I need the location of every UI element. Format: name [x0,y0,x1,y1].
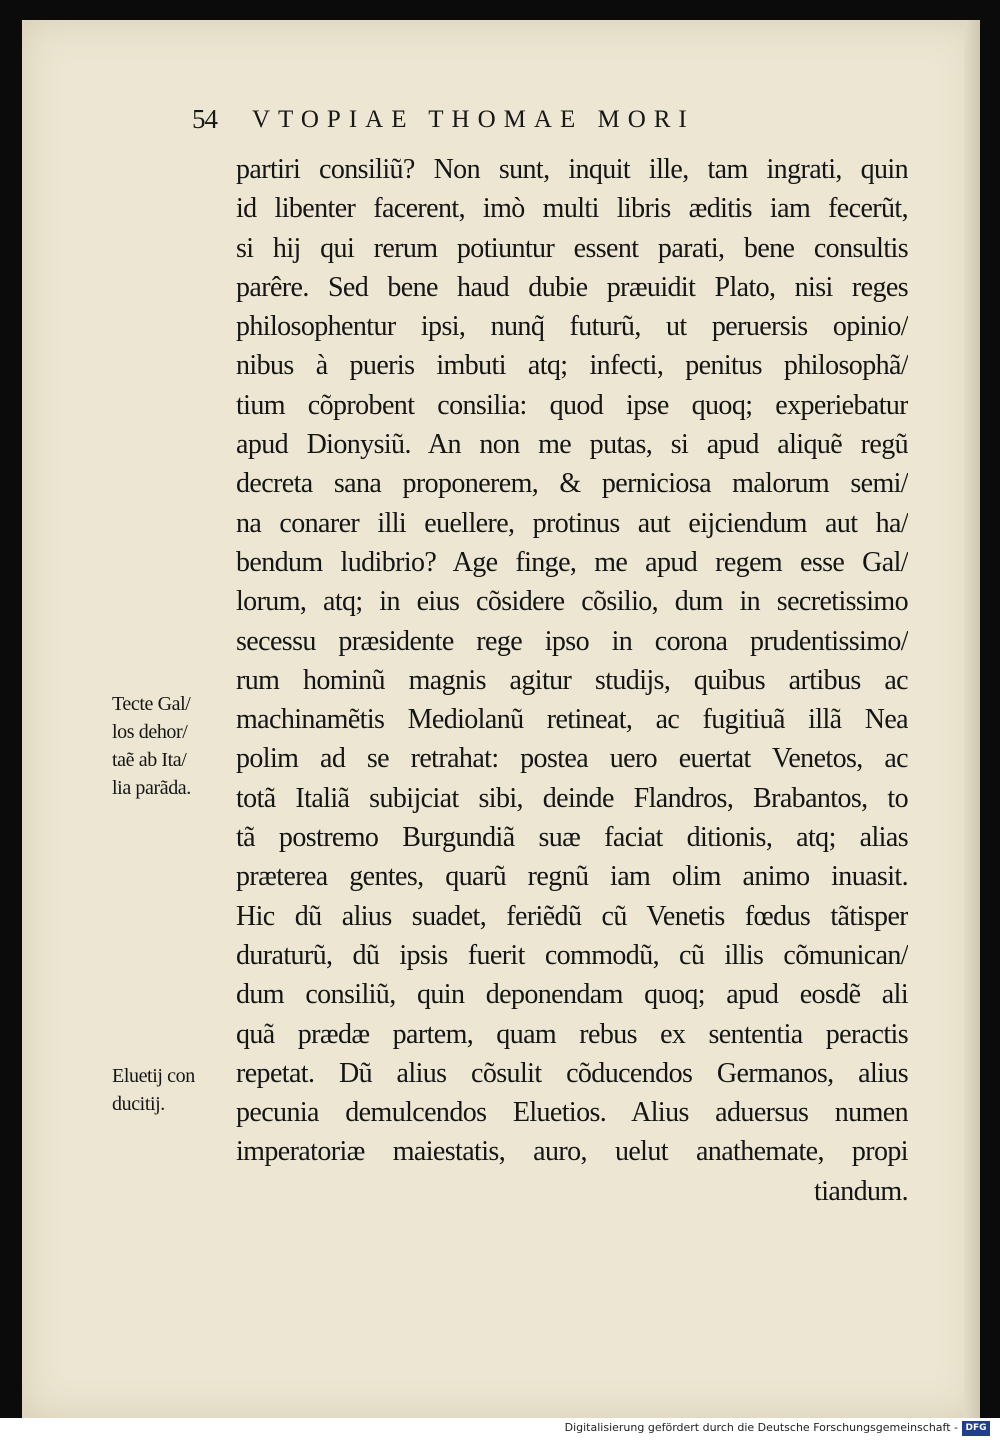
page-header [192,104,912,144]
margin-note-line: los dehor/ [112,721,188,743]
margin-note-line: Tecte Gal/ [112,693,191,715]
text-line: tium cõprobent consilia: quod ipse quoq; experiebatur [236,389,908,421]
text-line: apud Dionysiũ. An non me putas, si apud aliquẽ regũ [236,429,908,461]
dfg-logo-icon: DFG [962,1421,990,1436]
text-line: secessu præsidente rege ipso in corona prudentissimo/ [236,625,908,657]
text-line: decreta sana proponerem, & perniciosa malorum semi/ [236,468,908,500]
text-line: rum hominũ magnis agitur studijs, quibus artibus ac [236,664,908,696]
margin-note-line: ducitij. [112,1093,165,1115]
text-line: præterea gentes, quarũ regnũ iam olim animo inuasit. [236,861,908,893]
text-line: nibus à pueris imbuti atq; infecti, penitus philosophã/ [236,350,908,382]
margin-note-eluetii [112,1062,230,1118]
text-line: imperatoriæ maiestatis, auro, uelut anathemate, propi [236,1136,908,1168]
text-line: machinamẽtis Mediolanũ retineat, ac fugitiuã illã Nea [236,704,908,736]
text-line: polim ad se retrahat: postea uero euertat Venetos, ac [236,743,908,775]
text-line: totã Italiã subijciat sibi, deinde Flandros, Brabantos, to [236,782,908,814]
text-line-last: tiandum. [814,1175,908,1207]
text-line: si hij qui rerum potiuntur essent parati, bene consultis [236,232,908,264]
body-text [236,150,908,1211]
text-line: na conarer illi euellere, protinus aut eijciendum aut ha/ [236,507,908,539]
page-edge [964,20,980,1418]
text-line: id libenter facerent, imò multi libris æditis iam fecerũt, [236,193,908,225]
text-line: dum consiliũ, quin deponendam quoq; apud eosdẽ ali [236,979,908,1011]
text-line: parêre. Sed bene haud dubie præuidit Plato, nisi reges [236,271,908,303]
text-line: bendum ludibrio? Age finge, me apud regem esse Gal/ [236,546,908,578]
text-line: duraturũ, dũ ipsis fuerit commodũ, cũ illis cõmunican/ [236,939,908,971]
margin-note-line: lia parãda. [112,777,191,799]
footer-credit: Digitalisierung gefördert durch die Deutsche Forschungsgemeinschaft - [564,1421,958,1434]
text-line: repetat. Dũ alius cõsulit cõducendos Germanos, alius [236,1057,908,1089]
text-line: lorum, atq; in eius cõsidere cõsilio, dum in secretissimo [236,586,908,618]
margin-note-line: Eluetij con [112,1065,195,1087]
page-number: 54 [192,104,217,134]
text-line: partiri consiliũ? Non sunt, inquit ille, tam ingrati, quin [236,154,908,185]
text-line: quã prædæ partem, quam rebus ex sententia peractis [236,1018,908,1050]
text-line: pecunia demulcendos Eluetios. Alius aduersus numen [236,1097,908,1129]
running-head: VTOPIAE THOMAE MORI [252,106,695,133]
footer-bar [0,1418,1000,1440]
text-line: tã postremo Burgundiã suæ faciat ditionis, atq; alias [236,822,908,854]
margin-note-line: taẽ ab Ita/ [112,749,187,771]
text-line: Hic dũ alius suadet, feriẽdũ cũ Venetis fœdus tãtisper [236,900,908,932]
margin-note-galli [112,690,230,802]
text-line: philosophentur ipsi, nunq̃ futurũ, ut peruersis opinio/ [236,311,908,343]
